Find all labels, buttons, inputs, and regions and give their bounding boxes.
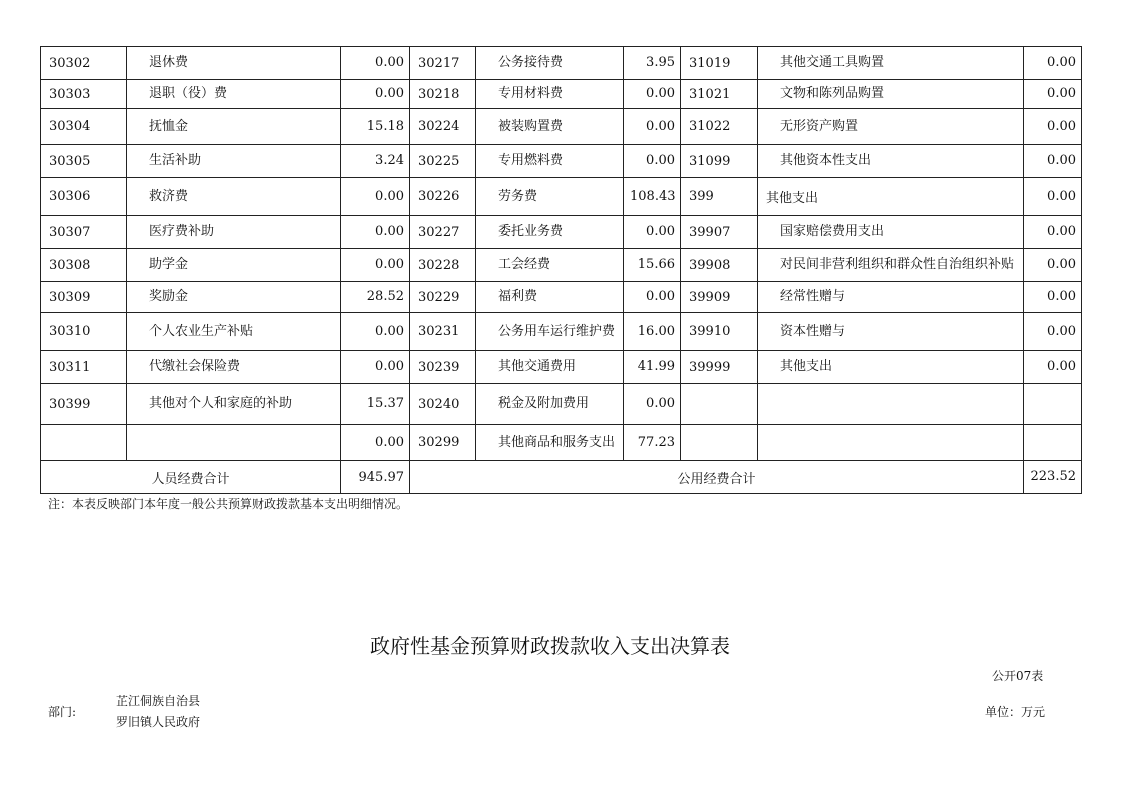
personnel-name-cell: 生活补助 — [127, 145, 341, 178]
table-footnote: 注：本表反映部门本年度一般公共预算财政拨款基本支出明细情况。 — [48, 497, 409, 511]
personnel-amount-cell: 0.00 — [341, 313, 410, 351]
department-name-line2: 罗旧镇人民政府 — [116, 715, 201, 729]
next-table-title: 政府性基金预算财政拨款收入支出决算表 — [370, 634, 730, 658]
public-amount-cell: 15.66 — [624, 249, 681, 282]
personnel-code-cell: 30307 — [41, 216, 127, 249]
capital-amount-cell: 0.00 — [1024, 216, 1082, 249]
public-code-cell: 30299 — [410, 425, 476, 461]
capital-code-cell: 39999 — [681, 351, 758, 384]
public-amount-cell: 0.00 — [624, 145, 681, 178]
table-row — [41, 425, 1082, 461]
capital-amount-cell: 0.00 — [1024, 47, 1082, 80]
capital-code-cell — [681, 425, 758, 461]
table-row — [41, 216, 1082, 249]
expense-detail-table-sheet — [40, 46, 1081, 494]
capital-amount-cell: 0.00 — [1024, 80, 1082, 109]
public-amount-cell: 0.00 — [624, 109, 681, 145]
personnel-total-label: 人员经费合计 — [41, 461, 341, 494]
public-name-cell: 工会经费 — [476, 249, 624, 282]
public-name-cell: 其他交通费用 — [476, 351, 624, 384]
capital-code-cell: 31021 — [681, 80, 758, 109]
capital-name-cell — [758, 425, 1024, 461]
personnel-amount-cell: 3.24 — [341, 145, 410, 178]
public-amount-cell: 0.00 — [624, 282, 681, 313]
personnel-amount-cell: 28.52 — [341, 282, 410, 313]
personnel-code-cell: 30303 — [41, 80, 127, 109]
public-name-cell: 委托业务费 — [476, 216, 624, 249]
department-label: 部门: — [48, 705, 77, 719]
table-row — [41, 145, 1082, 178]
public-amount-cell: 77.23 — [624, 425, 681, 461]
capital-name-cell: 其他资本性支出 — [758, 145, 1024, 178]
capital-name-cell: 其他支出 — [758, 351, 1024, 384]
personnel-name-cell: 奖励金 — [127, 282, 341, 313]
public-name-cell: 其他商品和服务支出 — [476, 425, 624, 461]
personnel-amount-cell: 0.00 — [341, 351, 410, 384]
personnel-code-cell: 30311 — [41, 351, 127, 384]
capital-amount-cell: 0.00 — [1024, 249, 1082, 282]
capital-name-cell: 经常性赠与 — [758, 282, 1024, 313]
personnel-amount-cell: 0.00 — [341, 425, 410, 461]
capital-code-cell: 31019 — [681, 47, 758, 80]
public-code-cell: 30231 — [410, 313, 476, 351]
capital-code-cell — [681, 384, 758, 425]
personnel-name-cell: 退休费 — [127, 47, 341, 80]
public-amount-cell: 0.00 — [624, 80, 681, 109]
table-row — [41, 384, 1082, 425]
public-name-cell: 公务用车运行维护费 — [476, 313, 624, 351]
public-name-cell: 公务接待费 — [476, 47, 624, 80]
capital-name-cell: 国家赔偿费用支出 — [758, 216, 1024, 249]
capital-amount-cell: 0.00 — [1024, 313, 1082, 351]
table-row — [41, 282, 1082, 313]
capital-amount-cell — [1024, 384, 1082, 425]
personnel-code-cell: 30306 — [41, 178, 127, 216]
public-name-cell: 福利费 — [476, 282, 624, 313]
table-row — [41, 313, 1082, 351]
public-code-cell: 30227 — [410, 216, 476, 249]
personnel-amount-cell: 0.00 — [341, 249, 410, 282]
capital-code-cell: 31099 — [681, 145, 758, 178]
personnel-amount-cell: 0.00 — [341, 178, 410, 216]
capital-name-cell: 文物和陈列品购置 — [758, 80, 1024, 109]
capital-amount-cell: 0.00 — [1024, 145, 1082, 178]
personnel-name-cell: 退职（役）费 — [127, 80, 341, 109]
personnel-code-cell: 30304 — [41, 109, 127, 145]
capital-amount-cell: 0.00 — [1024, 109, 1082, 145]
personnel-name-cell: 救济费 — [127, 178, 341, 216]
public-amount-cell: 0.00 — [624, 216, 681, 249]
capital-name-cell — [758, 384, 1024, 425]
capital-amount-cell: 0.00 — [1024, 351, 1082, 384]
personnel-amount-cell: 0.00 — [341, 47, 410, 80]
form-number: 公开07表 — [992, 669, 1044, 683]
personnel-code-cell: 30309 — [41, 282, 127, 313]
public-code-cell: 30228 — [410, 249, 476, 282]
public-total-label: 公用经费合计 — [410, 461, 1024, 494]
table-row — [41, 47, 1082, 80]
public-code-cell: 30239 — [410, 351, 476, 384]
personnel-total-value: 945.97 — [341, 461, 410, 494]
public-amount-cell: 108.43 — [624, 178, 681, 216]
public-code-cell: 30229 — [410, 282, 476, 313]
personnel-code-cell — [41, 425, 127, 461]
public-code-cell: 30240 — [410, 384, 476, 425]
capital-code-cell: 39907 — [681, 216, 758, 249]
expense-detail-table — [40, 46, 1082, 494]
public-code-cell: 30224 — [410, 109, 476, 145]
public-code-cell: 30226 — [410, 178, 476, 216]
public-amount-cell: 16.00 — [624, 313, 681, 351]
personnel-code-cell: 30302 — [41, 47, 127, 80]
public-code-cell: 30225 — [410, 145, 476, 178]
table-row — [41, 249, 1082, 282]
capital-name-cell: 资本性赠与 — [758, 313, 1024, 351]
totals-row — [41, 461, 1082, 494]
capital-code-cell: 39910 — [681, 313, 758, 351]
capital-code-cell: 399 — [681, 178, 758, 216]
personnel-name-cell: 个人农业生产补贴 — [127, 313, 341, 351]
personnel-name-cell: 其他对个人和家庭的补助 — [127, 384, 341, 425]
public-name-cell: 专用燃料费 — [476, 145, 624, 178]
personnel-code-cell: 30399 — [41, 384, 127, 425]
capital-name-cell: 对民间非营利组织和群众性自治组织补贴 — [758, 249, 1024, 282]
public-name-cell: 专用材料费 — [476, 80, 624, 109]
personnel-amount-cell: 0.00 — [341, 80, 410, 109]
public-code-cell: 30217 — [410, 47, 476, 80]
table-row — [41, 178, 1082, 216]
personnel-amount-cell: 15.18 — [341, 109, 410, 145]
capital-amount-cell: 0.00 — [1024, 178, 1082, 216]
personnel-code-cell: 30305 — [41, 145, 127, 178]
personnel-amount-cell: 15.37 — [341, 384, 410, 425]
public-total-value: 223.52 — [1024, 461, 1082, 494]
unit-label: 单位：万元 — [985, 705, 1046, 719]
capital-name-cell: 其他支出 — [758, 178, 1024, 216]
public-name-cell: 劳务费 — [476, 178, 624, 216]
public-name-cell: 税金及附加费用 — [476, 384, 624, 425]
public-code-cell: 30218 — [410, 80, 476, 109]
capital-code-cell: 39908 — [681, 249, 758, 282]
capital-amount-cell: 0.00 — [1024, 282, 1082, 313]
public-amount-cell: 0.00 — [624, 384, 681, 425]
capital-code-cell: 39909 — [681, 282, 758, 313]
capital-name-cell: 其他交通工具购置 — [758, 47, 1024, 80]
capital-code-cell: 31022 — [681, 109, 758, 145]
table-row — [41, 351, 1082, 384]
table-row — [41, 109, 1082, 145]
public-amount-cell: 3.95 — [624, 47, 681, 80]
public-name-cell: 被装购置费 — [476, 109, 624, 145]
personnel-code-cell: 30310 — [41, 313, 127, 351]
personnel-name-cell: 抚恤金 — [127, 109, 341, 145]
table-body — [41, 47, 1082, 461]
capital-amount-cell — [1024, 425, 1082, 461]
personnel-name-cell: 医疗费补助 — [127, 216, 341, 249]
capital-name-cell: 无形资产购置 — [758, 109, 1024, 145]
table-row — [41, 80, 1082, 109]
personnel-name-cell — [127, 425, 341, 461]
personnel-name-cell: 助学金 — [127, 249, 341, 282]
public-amount-cell: 41.99 — [624, 351, 681, 384]
personnel-name-cell: 代缴社会保险费 — [127, 351, 341, 384]
department-name-line1: 芷江侗族自治县 — [116, 694, 201, 708]
personnel-amount-cell: 0.00 — [341, 216, 410, 249]
personnel-code-cell: 30308 — [41, 249, 127, 282]
